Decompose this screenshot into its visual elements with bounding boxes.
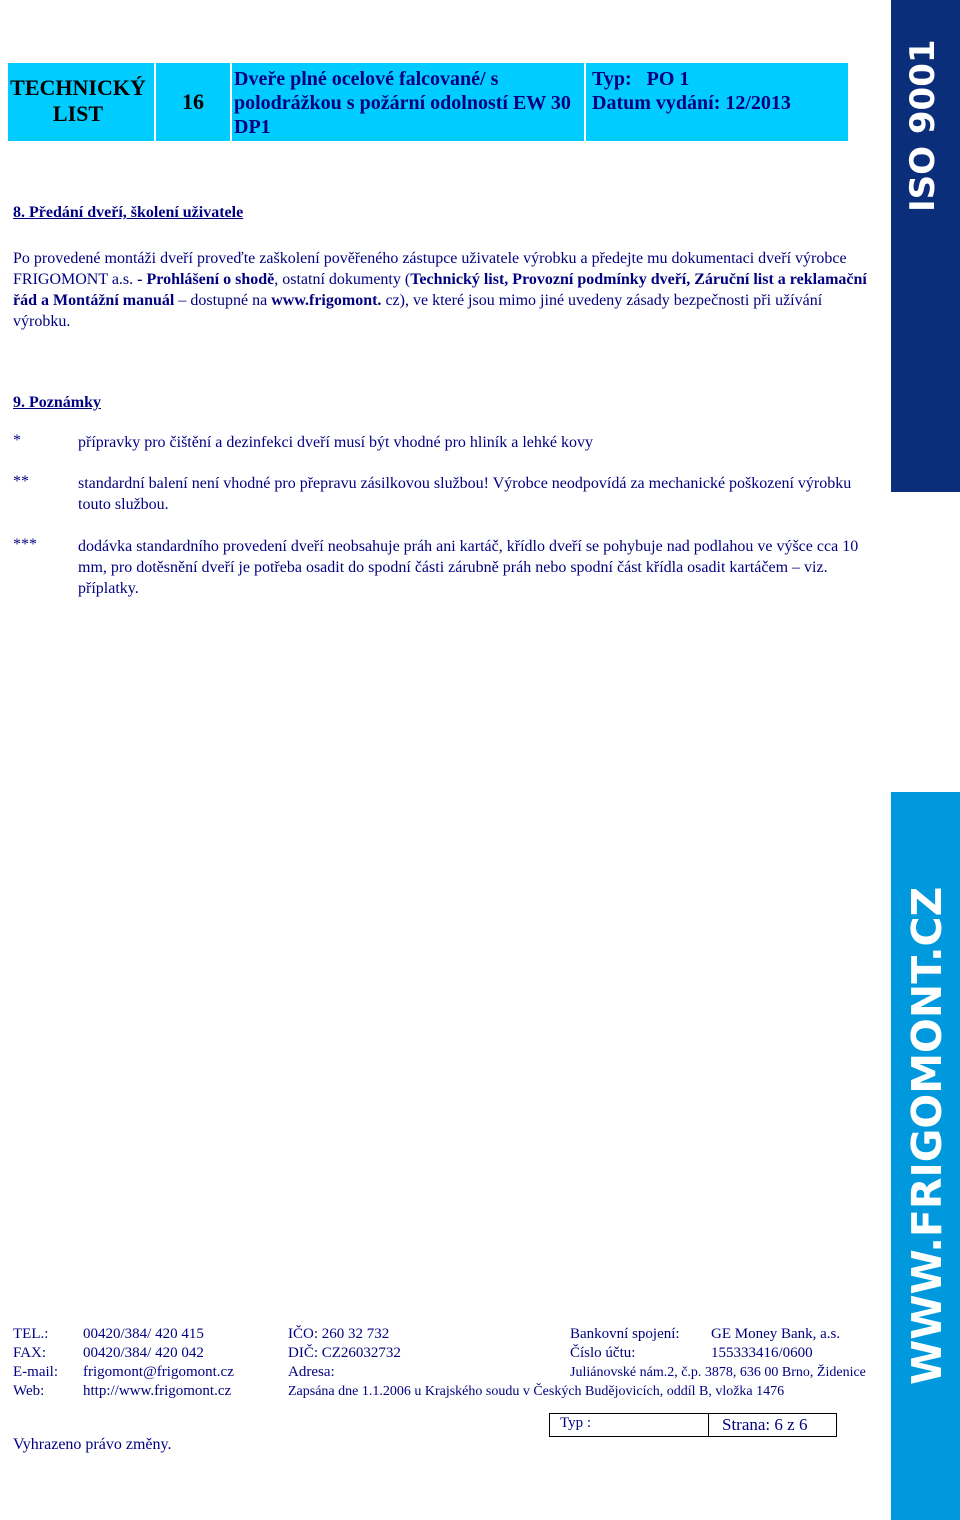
page-number: Strana: 6 z 6 — [722, 1415, 808, 1434]
note-mark: * — [13, 432, 21, 449]
address-label: Adresa: — [288, 1364, 335, 1380]
account-label: Číslo účtu: — [570, 1345, 636, 1361]
type-label: Typ : — [560, 1415, 592, 1431]
paragraph-text: cz), ve které jsou mimo jiné uvedeny zásady bezpečnosti při užívání výrobku. — [13, 292, 823, 330]
account-value: 155333416/0600 — [711, 1345, 813, 1361]
doc-title: Dveře plné ocelové falcované/ s polodrážkou s požární odolností EW 30 DP1 — [234, 68, 571, 138]
note-mark: ** — [13, 473, 29, 490]
tel-label: TEL.: — [13, 1326, 49, 1342]
email-link[interactable]: frigomont@frigomont.cz — [83, 1364, 234, 1380]
header-divider — [154, 63, 156, 141]
bank-value: GE Money Bank, a.s. — [711, 1326, 841, 1342]
note-text: dodávka standardního provedení dveří neobsahuje práh ani kartáč, křídlo dveří se pohybuje nad podlahou ve výšce cca 10 mm, pro dotěsnění dveří je potřeba osadit do spodní části zárubně práh nebo spodní část křídla osadit kartáčem – viz. příplatky. — [78, 538, 859, 597]
tel-value: 00420/384/ 420 415 — [83, 1326, 204, 1342]
web-label: Web: — [13, 1383, 45, 1399]
paragraph-bold: Technický list, Provozní podmínky dveří, Záruční list a reklamační řád a Montážní manuál — [13, 271, 867, 309]
note-mark: *** — [13, 536, 37, 553]
section-8-paragraph — [13, 248, 873, 332]
fax-value: 00420/384/ 420 042 — [83, 1345, 204, 1361]
header-divider — [230, 63, 232, 141]
document-header — [8, 63, 848, 141]
doc-type: Typ: PO 1 — [592, 68, 690, 90]
doc-number: 16 — [182, 89, 204, 114]
section-9-title: 9. Poznámky — [13, 394, 101, 411]
header-divider — [584, 63, 586, 141]
bank-label: Bankovní spojení: — [570, 1326, 680, 1342]
section-8-title: 8. Předání dveří, školení uživatele — [13, 204, 244, 221]
website-link[interactable]: www.frigomont. — [271, 292, 382, 309]
web-link[interactable]: http://www.frigomont.cz — [83, 1383, 232, 1399]
dic: DIČ: CZ26032732 — [288, 1345, 401, 1361]
iso-9001-logo: ISO 9001 — [903, 39, 943, 212]
paragraph-text: – dostupné na — [174, 292, 272, 309]
paragraph-bold: - Prohlášení o shodě — [133, 271, 275, 288]
type-page-box — [549, 1413, 837, 1437]
paragraph-text: , ostatní dokumenty ( — [274, 271, 411, 288]
fax-label: FAX: — [13, 1345, 47, 1361]
doc-type-info — [592, 67, 848, 145]
registration: Zapsána dne 1.1.2006 u Krajského soudu v Českých Budějovicích, oddíl B, vložka 1476 — [288, 1384, 785, 1399]
website-logo: WWW.FRIGOMONT.CZ — [903, 886, 951, 1385]
issue-date: Datum vydání: 12/2013 — [592, 92, 791, 114]
note-text: přípravky pro čištění a dezinfekci dveří musí být vhodné pro hliník a lehké kovy — [78, 434, 593, 451]
box-divider — [708, 1414, 709, 1436]
doc-type-label: TECHNICKÝ LIST — [10, 75, 146, 126]
paragraph-text: Po provedené montáži dveří proveďte zaškolení pověřeného zástupce uživatele výrobku a předejte mu dokumentaci dveří výrobce FRIGOMONT a.s. — [13, 250, 847, 288]
bank-address: Juliánovské nám.2, č.p. 3878, 636 00 Brno, Židenice — [570, 1365, 866, 1380]
email-label: E-mail: — [13, 1364, 58, 1380]
note-text: standardní balení není vhodné pro přepravu zásilkovou službou! Výrobce neodpovídá za mechanické poškození výrobku touto službou. — [78, 475, 852, 513]
rights-reserved: Vyhrazeno právo změny. — [13, 1436, 172, 1453]
ico: IČO: 260 32 732 — [288, 1326, 390, 1342]
